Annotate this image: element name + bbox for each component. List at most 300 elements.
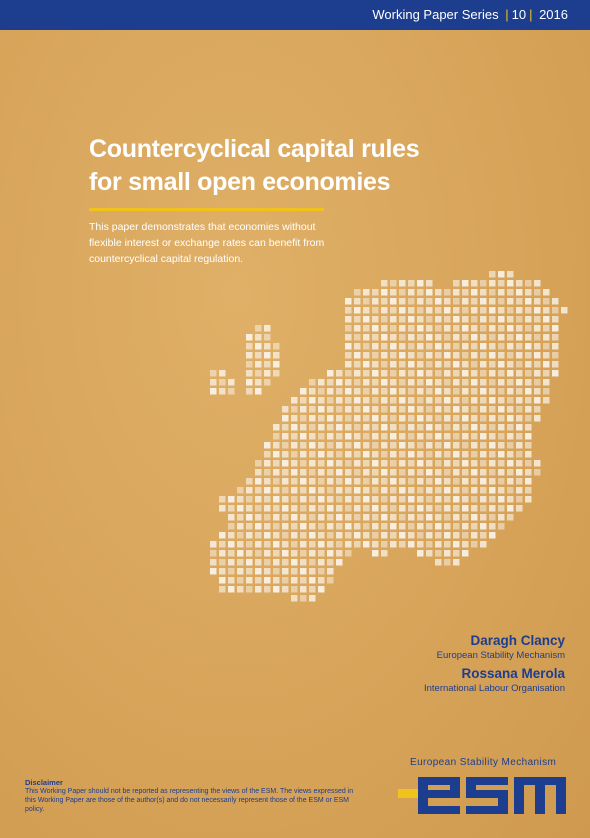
map-dot xyxy=(480,388,487,395)
map-dot xyxy=(453,541,460,548)
map-dot xyxy=(381,325,388,332)
map-dot xyxy=(489,469,496,476)
map-dot xyxy=(444,478,451,485)
map-dot xyxy=(417,370,424,377)
map-dot xyxy=(408,280,415,287)
map-dot xyxy=(408,343,415,350)
map-dot xyxy=(516,496,523,503)
map-dot xyxy=(417,415,424,422)
map-dot xyxy=(390,415,397,422)
map-dot xyxy=(435,424,442,431)
map-dot xyxy=(453,388,460,395)
map-dot xyxy=(543,370,550,377)
map-dot xyxy=(291,415,298,422)
map-dot xyxy=(372,478,379,485)
map-dot xyxy=(525,280,532,287)
map-dot xyxy=(480,298,487,305)
map-dot xyxy=(462,487,469,494)
map-dot xyxy=(507,388,514,395)
map-dot xyxy=(381,550,388,557)
map-dot xyxy=(480,397,487,404)
map-dot xyxy=(471,343,478,350)
map-dot xyxy=(444,469,451,476)
map-dot xyxy=(435,550,442,557)
map-dot xyxy=(291,460,298,467)
map-dot xyxy=(489,352,496,359)
map-dot xyxy=(507,397,514,404)
map-dot xyxy=(291,406,298,413)
map-dot xyxy=(264,451,271,458)
map-dot xyxy=(291,496,298,503)
map-dot xyxy=(444,433,451,440)
map-dot xyxy=(228,505,235,512)
map-dot xyxy=(516,415,523,422)
map-dot xyxy=(408,442,415,449)
map-dot xyxy=(336,523,343,530)
map-dot xyxy=(534,280,541,287)
map-dot xyxy=(471,433,478,440)
map-dot xyxy=(462,469,469,476)
map-dot xyxy=(246,352,253,359)
map-dot xyxy=(363,415,370,422)
map-dot xyxy=(255,325,262,332)
map-dot xyxy=(381,298,388,305)
map-dot xyxy=(372,442,379,449)
map-dot xyxy=(273,586,280,593)
map-dot xyxy=(462,379,469,386)
map-dot xyxy=(426,397,433,404)
map-dot xyxy=(363,478,370,485)
map-dot xyxy=(543,397,550,404)
map-dot xyxy=(453,343,460,350)
map-dot xyxy=(372,523,379,530)
map-dot xyxy=(390,487,397,494)
map-dot xyxy=(462,523,469,530)
map-dot xyxy=(309,586,316,593)
map-dot xyxy=(372,370,379,377)
map-dot xyxy=(453,280,460,287)
map-dot xyxy=(300,577,307,584)
map-dot xyxy=(462,352,469,359)
map-dot xyxy=(354,460,361,467)
map-dot xyxy=(426,532,433,539)
map-dot xyxy=(381,388,388,395)
map-dot xyxy=(408,532,415,539)
map-dot xyxy=(444,487,451,494)
map-dot xyxy=(480,415,487,422)
map-dot xyxy=(282,424,289,431)
map-dot xyxy=(525,370,532,377)
map-dot xyxy=(354,298,361,305)
map-dot xyxy=(246,550,253,557)
map-dot xyxy=(507,343,514,350)
map-dot xyxy=(462,424,469,431)
map-dot xyxy=(255,361,262,368)
map-dot xyxy=(390,307,397,314)
map-dot xyxy=(318,568,325,575)
map-dot xyxy=(471,334,478,341)
map-dot xyxy=(516,451,523,458)
map-dot xyxy=(273,442,280,449)
map-dot xyxy=(354,487,361,494)
map-dot xyxy=(390,496,397,503)
map-dot xyxy=(444,505,451,512)
map-dot xyxy=(237,541,244,548)
map-dot xyxy=(327,514,334,521)
map-dot xyxy=(309,397,316,404)
map-dot xyxy=(354,325,361,332)
map-dot xyxy=(444,307,451,314)
map-dot xyxy=(444,352,451,359)
map-dot xyxy=(273,487,280,494)
map-dot xyxy=(516,289,523,296)
map-dot xyxy=(444,541,451,548)
map-dot xyxy=(246,532,253,539)
map-dot xyxy=(426,379,433,386)
map-dot xyxy=(444,550,451,557)
map-dot xyxy=(489,505,496,512)
map-dot xyxy=(264,442,271,449)
map-dot xyxy=(372,433,379,440)
map-dot xyxy=(534,397,541,404)
map-dot xyxy=(426,343,433,350)
map-dot xyxy=(327,496,334,503)
map-dot xyxy=(390,379,397,386)
map-dot xyxy=(390,289,397,296)
map-dot xyxy=(426,370,433,377)
map-dot xyxy=(354,541,361,548)
map-dot xyxy=(381,478,388,485)
map-dot xyxy=(498,334,505,341)
title-line-2: for small open economies xyxy=(89,168,391,196)
map-dot xyxy=(327,424,334,431)
map-dot xyxy=(525,379,532,386)
map-dot xyxy=(273,514,280,521)
map-dot xyxy=(228,514,235,521)
map-dot xyxy=(426,505,433,512)
map-dot xyxy=(435,460,442,467)
map-dot xyxy=(255,550,262,557)
map-dot xyxy=(381,397,388,404)
map-dot xyxy=(399,487,406,494)
map-dot xyxy=(471,415,478,422)
map-dot xyxy=(282,550,289,557)
map-dot xyxy=(444,451,451,458)
map-dot xyxy=(291,514,298,521)
map-dot xyxy=(336,433,343,440)
map-dot xyxy=(498,505,505,512)
map-dot xyxy=(498,478,505,485)
map-dot xyxy=(282,469,289,476)
map-dot xyxy=(336,532,343,539)
map-dot xyxy=(417,514,424,521)
map-dot xyxy=(426,451,433,458)
map-dot xyxy=(282,406,289,413)
map-dot xyxy=(372,289,379,296)
map-dot xyxy=(453,370,460,377)
map-dot xyxy=(363,307,370,314)
map-dot xyxy=(444,397,451,404)
map-dot xyxy=(372,334,379,341)
map-dot xyxy=(498,307,505,314)
map-dot xyxy=(543,343,550,350)
map-dot xyxy=(516,352,523,359)
map-dot xyxy=(336,388,343,395)
map-dot xyxy=(426,424,433,431)
map-dot xyxy=(318,541,325,548)
map-dot xyxy=(336,496,343,503)
map-dot xyxy=(471,523,478,530)
map-dot xyxy=(264,469,271,476)
map-dot xyxy=(525,361,532,368)
map-dot xyxy=(363,487,370,494)
map-dot xyxy=(264,505,271,512)
map-dot xyxy=(237,559,244,566)
map-dot xyxy=(471,451,478,458)
map-dot xyxy=(354,505,361,512)
map-dot xyxy=(282,532,289,539)
map-dot xyxy=(408,469,415,476)
map-dot xyxy=(291,451,298,458)
map-dot xyxy=(327,532,334,539)
map-dot xyxy=(219,505,226,512)
map-dot xyxy=(318,505,325,512)
map-dot xyxy=(426,280,433,287)
map-dot xyxy=(318,424,325,431)
map-dot xyxy=(489,532,496,539)
map-dot xyxy=(426,523,433,530)
map-dot xyxy=(327,559,334,566)
map-dot xyxy=(345,541,352,548)
map-dot xyxy=(399,280,406,287)
map-dot xyxy=(435,469,442,476)
map-dot xyxy=(525,424,532,431)
map-dot xyxy=(462,478,469,485)
map-dot xyxy=(453,559,460,566)
map-dot xyxy=(354,316,361,323)
disclaimer-text: This Working Paper should not be reported as representing the views of the ESM. The views expressed in this Working Paper are those of the author(s) and do not necessarily represent those of the ESM or ESM policy. xyxy=(25,788,354,813)
map-dot xyxy=(390,397,397,404)
map-dot xyxy=(552,361,559,368)
map-dot xyxy=(219,370,226,377)
map-dot xyxy=(480,478,487,485)
map-dot xyxy=(273,433,280,440)
map-dot xyxy=(516,280,523,287)
map-dot xyxy=(480,460,487,467)
map-dot xyxy=(444,298,451,305)
map-dot xyxy=(399,361,406,368)
map-dot xyxy=(408,541,415,548)
map-dot xyxy=(336,406,343,413)
map-dot xyxy=(471,514,478,521)
map-dot xyxy=(507,280,514,287)
map-dot xyxy=(282,415,289,422)
map-dot xyxy=(426,478,433,485)
map-dot xyxy=(381,334,388,341)
map-dot xyxy=(399,514,406,521)
map-dot xyxy=(489,514,496,521)
map-dot xyxy=(273,424,280,431)
map-dot xyxy=(399,406,406,413)
series-name: Working Paper Series xyxy=(372,7,499,22)
map-dot xyxy=(282,487,289,494)
map-dot xyxy=(390,469,397,476)
map-dot xyxy=(417,397,424,404)
map-dot xyxy=(471,532,478,539)
map-dot xyxy=(453,478,460,485)
map-dot xyxy=(318,550,325,557)
map-dot xyxy=(255,577,262,584)
map-dot xyxy=(237,577,244,584)
map-dot xyxy=(309,451,316,458)
map-dot xyxy=(228,541,235,548)
map-dot xyxy=(471,397,478,404)
map-dot xyxy=(363,460,370,467)
map-dot xyxy=(435,496,442,503)
map-dot xyxy=(435,433,442,440)
map-dot xyxy=(489,307,496,314)
map-dot xyxy=(435,478,442,485)
map-dot xyxy=(381,307,388,314)
map-dot xyxy=(363,343,370,350)
map-dot xyxy=(426,433,433,440)
map-dot xyxy=(336,487,343,494)
map-dot xyxy=(381,514,388,521)
map-dot xyxy=(228,550,235,557)
map-dot xyxy=(462,316,469,323)
map-dot xyxy=(381,505,388,512)
map-dot xyxy=(291,505,298,512)
map-dot xyxy=(417,343,424,350)
map-dot xyxy=(318,442,325,449)
map-dot xyxy=(363,316,370,323)
map-dot xyxy=(219,541,226,548)
title-line-1: Countercyclical capital rules xyxy=(89,135,420,163)
map-dot xyxy=(417,550,424,557)
map-dot xyxy=(246,343,253,350)
map-dot xyxy=(471,289,478,296)
map-dot xyxy=(525,487,532,494)
map-dot xyxy=(435,289,442,296)
map-dot xyxy=(462,361,469,368)
map-dot xyxy=(507,514,514,521)
map-dot xyxy=(246,487,253,494)
map-dot xyxy=(462,370,469,377)
map-dot xyxy=(489,280,496,287)
map-dot xyxy=(210,541,217,548)
map-dot xyxy=(399,478,406,485)
map-dot xyxy=(552,316,559,323)
map-dot xyxy=(390,478,397,485)
map-dot xyxy=(408,325,415,332)
map-dot xyxy=(525,388,532,395)
map-dot xyxy=(417,325,424,332)
map-dot xyxy=(426,514,433,521)
map-dot xyxy=(354,523,361,530)
map-dot xyxy=(327,550,334,557)
map-dot xyxy=(237,586,244,593)
map-dot xyxy=(291,577,298,584)
map-dot xyxy=(273,550,280,557)
map-dot xyxy=(525,298,532,305)
map-dot xyxy=(264,577,271,584)
map-dot xyxy=(525,451,532,458)
map-dot xyxy=(426,487,433,494)
map-dot xyxy=(345,523,352,530)
map-dot xyxy=(318,397,325,404)
map-dot xyxy=(507,316,514,323)
map-dot xyxy=(246,361,253,368)
map-dot xyxy=(372,505,379,512)
map-dot xyxy=(345,397,352,404)
map-dot xyxy=(399,496,406,503)
map-dot xyxy=(399,532,406,539)
map-dot xyxy=(327,568,334,575)
map-dot xyxy=(363,541,370,548)
map-dot xyxy=(228,577,235,584)
map-dot xyxy=(390,442,397,449)
map-dot xyxy=(435,343,442,350)
map-dot xyxy=(255,388,262,395)
map-dot xyxy=(309,379,316,386)
map-dot xyxy=(489,424,496,431)
map-dot xyxy=(507,325,514,332)
map-dot xyxy=(462,433,469,440)
map-dot xyxy=(426,334,433,341)
map-dot xyxy=(507,271,514,278)
map-dot xyxy=(318,532,325,539)
map-dot xyxy=(345,352,352,359)
map-dot xyxy=(489,361,496,368)
map-dot xyxy=(255,505,262,512)
map-dot xyxy=(453,487,460,494)
map-dot xyxy=(282,505,289,512)
map-dot xyxy=(516,433,523,440)
map-dot xyxy=(444,379,451,386)
map-dot xyxy=(372,397,379,404)
map-dot xyxy=(408,415,415,422)
map-dot xyxy=(453,550,460,557)
map-dot xyxy=(273,460,280,467)
map-dot xyxy=(300,451,307,458)
map-dot xyxy=(462,397,469,404)
map-dot xyxy=(300,550,307,557)
series-label xyxy=(372,7,568,22)
map-dot xyxy=(390,424,397,431)
map-dot xyxy=(444,361,451,368)
map-dot xyxy=(498,433,505,440)
map-dot xyxy=(507,469,514,476)
map-dot xyxy=(300,559,307,566)
map-dot xyxy=(273,568,280,575)
map-dot xyxy=(444,514,451,521)
map-dot xyxy=(417,442,424,449)
map-dot xyxy=(345,532,352,539)
map-dot xyxy=(219,568,226,575)
map-dot xyxy=(435,541,442,548)
map-dot xyxy=(471,298,478,305)
map-dot xyxy=(498,487,505,494)
map-dot xyxy=(426,325,433,332)
map-dot xyxy=(219,379,226,386)
map-dot xyxy=(390,298,397,305)
map-dot xyxy=(489,298,496,305)
map-dot xyxy=(471,541,478,548)
map-dot xyxy=(318,523,325,530)
map-dot xyxy=(255,568,262,575)
map-dot xyxy=(246,541,253,548)
map-dot xyxy=(543,325,550,332)
